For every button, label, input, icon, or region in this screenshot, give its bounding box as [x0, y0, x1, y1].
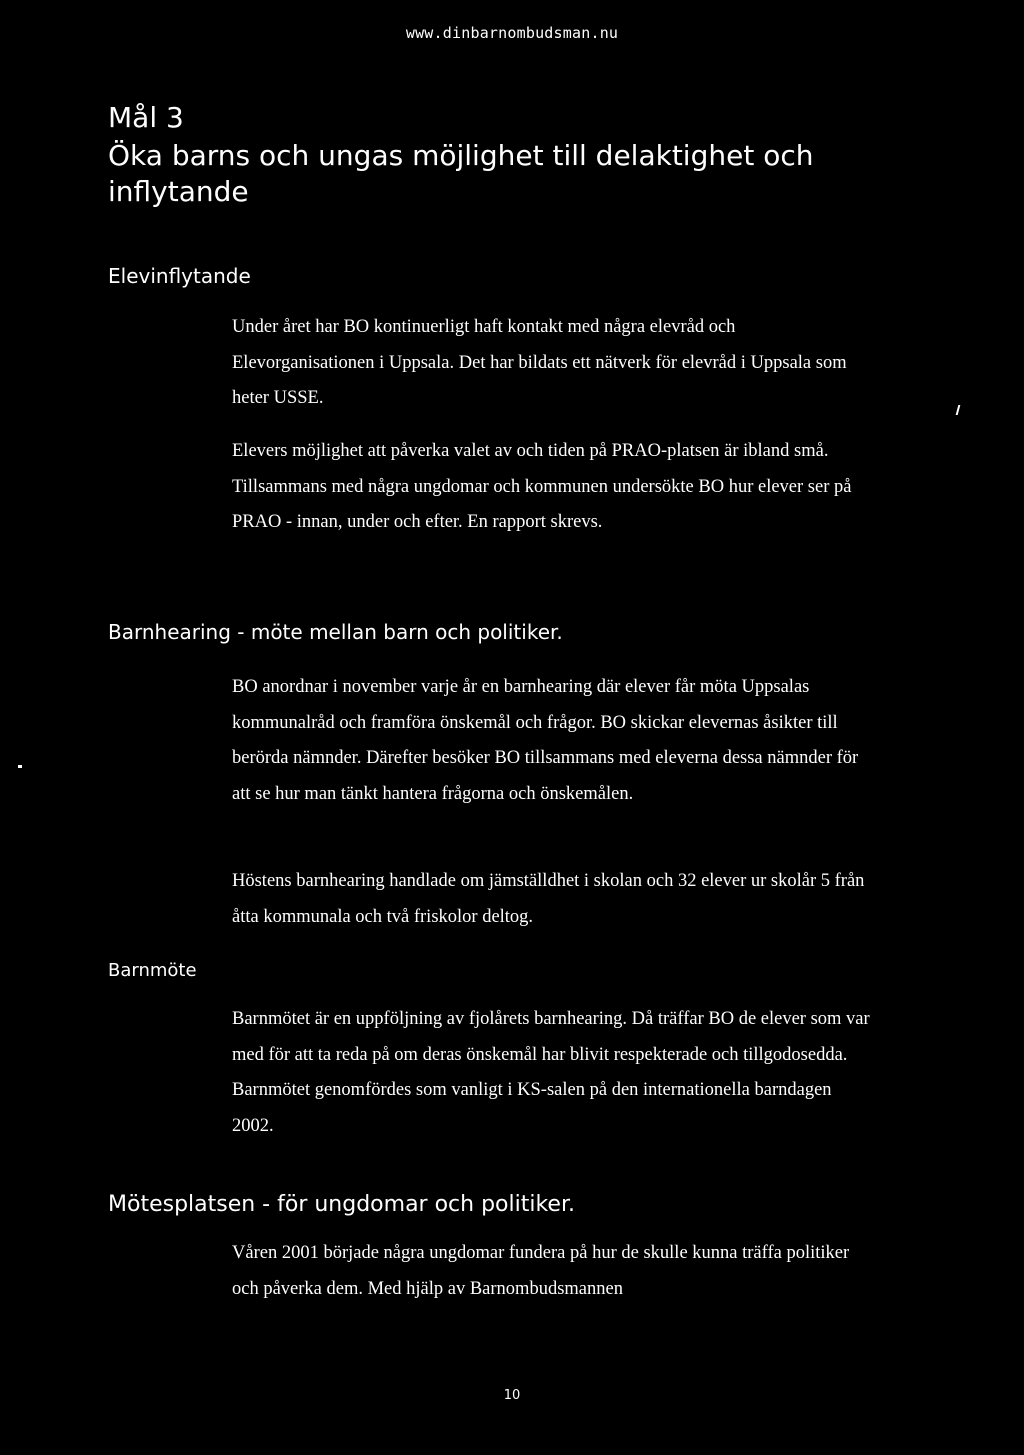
paragraph-elevinflytande-1: Under året har BO kontinuerligt haft kontakt med några elevråd och Elevorganisationen i Uppsala. Det har bildats ett nätverk för elevråd i Uppsala som heter USSE.	[232, 317, 847, 408]
scan-speck	[956, 405, 961, 415]
page-number: 10	[503, 1388, 521, 1403]
section-heading-motesplatsen: Mötesplatsen - för ungdomar och politiker.	[108, 1192, 575, 1217]
section-heading-elevinflytande: Elevinflytande	[108, 264, 251, 288]
section-heading-barnmote: Barnmöte	[108, 960, 197, 981]
site-url: www.dinbarnombudsman.nu	[405, 24, 619, 42]
goal-title: Öka barns och ungas möjlighet till delaktighet och inflytande	[108, 139, 814, 209]
paragraph-motesplatsen-1: Våren 2001 började några ungdomar fundera på hur de skulle kunna träffa politiker och påverka dem. Med hjälp av Barnombudsmannen	[232, 1243, 850, 1299]
section-heading-barnhearing: Barnhearing - möte mellan barn och politiker.	[108, 620, 563, 644]
paragraph-barnhearing-2: Höstens barnhearing handlade om jämställdhet i skolan och 32 elever ur skolår 5 från åtta kommunala och två friskolor deltog.	[232, 871, 865, 927]
scan-speck	[18, 765, 22, 768]
paragraph-elevinflytande-2: Elevers möjlighet att påverka valet av och tiden på PRAO-platsen är ibland små. Tillsammans med några ungdomar och kommunen undersökte BO hur elever ser på PRAO - innan, under och efter. En rapport skrevs.	[232, 441, 852, 532]
paragraph-barnhearing-1: BO anordnar i november varje år en barnhearing där elever får möta Uppsalas kommunalråd och framföra önskemål och frågor. BO skickar elevernas åsikter till berörda nämnder. Därefter besöker BO tillsammans med eleverna dessa nämnder för att se hur man tänkt hantera frågorna och önskemålen.	[232, 677, 859, 804]
goal-label: Mål 3	[108, 101, 184, 134]
paragraph-barnmote-1: Barnmötet är en uppföljning av fjolårets barnhearing. Då träffar BO de elever som var med för att ta reda på om deras önskemål har blivit respekterade och tillgodosedda. Barnmötet genomfördes som vanligt i KS-salen på den internationella barndagen 2002.	[232, 1009, 870, 1136]
